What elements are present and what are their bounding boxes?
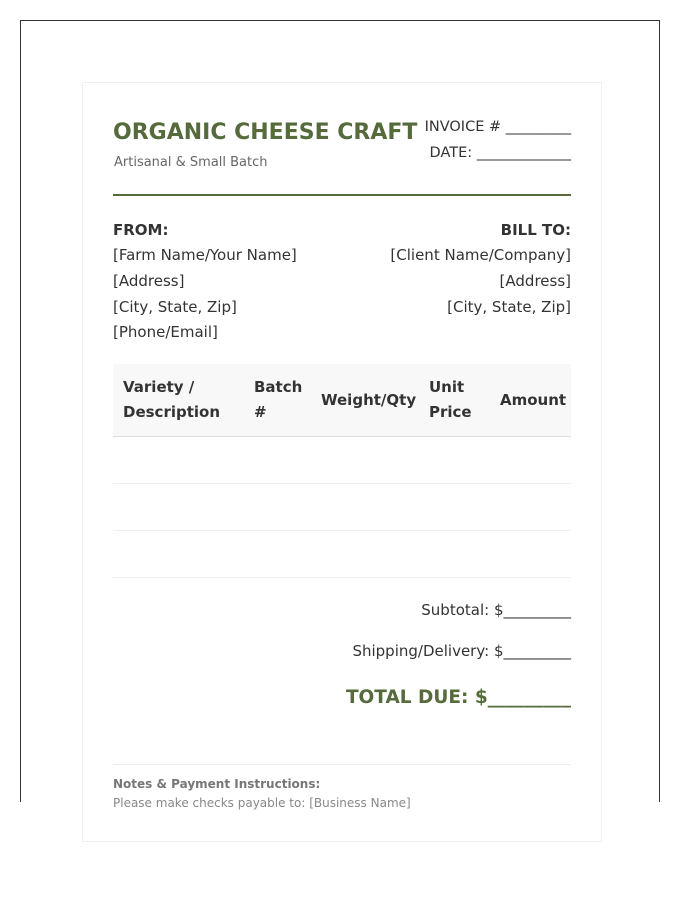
header-batch xyxy=(254,375,302,425)
table-header-row xyxy=(113,364,571,437)
bill-to-line-city: [City, State, Zip] xyxy=(447,298,571,316)
header-weight: Weight/Qty xyxy=(321,391,417,409)
subtotal-field: Subtotal: $_________ xyxy=(421,601,571,619)
line-items-table xyxy=(113,364,571,578)
document-page xyxy=(20,20,660,810)
notes-text: Please make checks payable to: [Business Name] xyxy=(113,796,411,810)
notes-label: Notes & Payment Instructions: xyxy=(113,777,321,791)
from-line-city: [City, State, Zip] xyxy=(113,298,237,316)
header-unit-line2: Price xyxy=(429,403,472,421)
header-batch-line1: Batch xyxy=(254,378,303,396)
invoice-date-field: DATE: _____________ xyxy=(429,145,571,161)
table-row[interactable] xyxy=(113,531,571,578)
business-name: ORGANIC CHEESE CRAFT xyxy=(113,120,418,145)
from-line-contact: [Phone/Email] xyxy=(113,323,218,341)
bill-to-line-address: [Address] xyxy=(499,272,571,290)
from-line-name: [Farm Name/Your Name] xyxy=(113,246,297,264)
shipping-field: Shipping/Delivery: $_________ xyxy=(352,642,571,660)
from-line-address: [Address] xyxy=(113,272,185,290)
header-variety-line1: Variety / xyxy=(123,378,195,396)
header-unit-price xyxy=(429,375,472,425)
business-tagline: Artisanal & Small Batch xyxy=(114,155,268,170)
bill-to-label: BILL TO: xyxy=(500,221,571,239)
from-label: FROM: xyxy=(113,221,169,239)
notes-divider xyxy=(113,764,571,765)
header-variety-line2: Description xyxy=(123,403,221,421)
table-row[interactable] xyxy=(113,437,571,484)
header-batch-line2: # xyxy=(254,403,267,421)
bill-to-line-client: [Client Name/Company] xyxy=(390,246,571,264)
header-unit-line1: Unit xyxy=(429,378,465,396)
total-due-field: TOTAL DUE: $_________ xyxy=(345,687,571,708)
header-divider xyxy=(113,194,571,196)
header-variety xyxy=(123,375,220,425)
invoice-number-field: INVOICE # _________ xyxy=(424,119,571,135)
invoice-sheet xyxy=(82,82,602,842)
table-row[interactable] xyxy=(113,484,571,531)
header-amount: Amount xyxy=(500,391,567,409)
